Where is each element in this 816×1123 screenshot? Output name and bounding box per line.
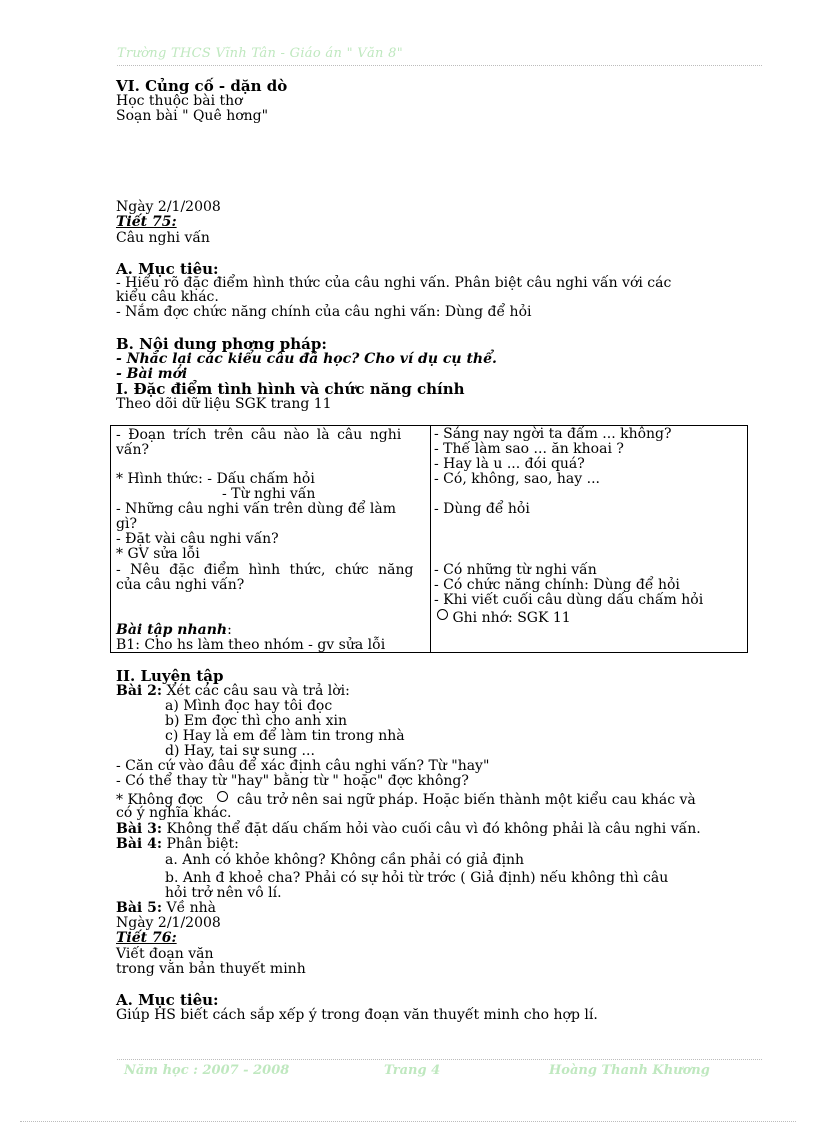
table-left-cell-line: - Đoạn trích trên câu nào là câu nghi — [116, 427, 402, 443]
exercise-3-text: Không thể đặt dấu chấm hỏi vào cuối câu vì đó không phải là câu nghi vấn. — [162, 821, 701, 837]
quick-exercise-label — [116, 623, 232, 638]
lesson-75-number: Tiết 75: — [116, 214, 177, 230]
footer-divider — [117, 1059, 762, 1060]
footer-page-number: Trang 4 — [384, 1063, 441, 1078]
circle-bullet-icon — [217, 791, 228, 802]
exercise-2-item: c) Hay là em để làm tin trong nhà — [165, 728, 405, 744]
table-right-cell-line: - Dùng để hỏi — [434, 501, 530, 517]
content-review-line: - Nhắc lại các kiểu câu đã học? Cho ví dụ cụ thể. — [116, 351, 497, 367]
objective-title: A. Mục tiêu: — [116, 991, 219, 1009]
objective-title: A. Mục tiêu: — [116, 260, 219, 278]
exercise-2-note-end: câu trở nên sai ngữ pháp. Hoặc biến thành một kiểu cau khác và — [236, 792, 696, 808]
exercise-2 — [116, 684, 350, 699]
lesson-75-title: Câu nghi vấn — [116, 230, 210, 246]
content-new-lesson: - Bài mới — [116, 366, 188, 382]
exercise-4-text: Phân biệt: — [162, 836, 239, 852]
exercise-2-item: d) Hay, tai sự sung ... — [165, 743, 315, 759]
table-left-cell-line: B1: Cho hs làm theo nhóm - gv sửa lỗi — [116, 637, 386, 653]
exercise-2-question: - Căn cứ vào đâu để xác định câu nghi vấn? Từ "hay" — [116, 758, 490, 774]
table-right-cell-line: - Sáng nay ngời ta đấm ... không? — [434, 426, 672, 442]
table-right-cell-line: - Hay là u ... đói quá? — [434, 456, 585, 472]
table-left-cell-line: - Nêu đặc điểm hình thức, chức năng — [116, 562, 414, 578]
table-left-cell-line: * Hình thức: - Dấu chấm hỏi — [116, 471, 315, 487]
exercise-4-item: b. Anh đ khoẻ cha? Phải có sự hỏi từ trớc ( Giả định) nếu không thì câu — [165, 870, 669, 886]
exercise-3-label: Bài 3: — [116, 821, 163, 837]
footer-author: Hoàng Thanh Khương — [549, 1063, 710, 1078]
exercise-2-item: a) Mình đọc hay tôi đọc — [165, 698, 333, 714]
table-left-cell-line: - Từ nghi vấn — [222, 486, 316, 502]
exercise-2-item: b) Em đợc thì cho anh xin — [165, 713, 348, 729]
table-left-cell-line: * GV sửa lỗi — [116, 546, 200, 562]
exercise-2-label: Bài 2: — [116, 683, 163, 699]
lesson-76-number: Tiết 76: — [116, 930, 177, 946]
section-1-subtitle: Theo dõi dữ liệu SGK trang 11 — [116, 396, 332, 412]
exercise-4-item: hỏi trở nên vô lí. — [165, 885, 282, 901]
exercise-2-text: Xét các câu sau và trả lời: — [162, 683, 350, 699]
lesson-76-title: trong văn bản thuyết minh — [116, 961, 306, 977]
remember-note — [437, 609, 571, 626]
page-header: Trường THCS Vĩnh Tân - Giáo án " Văn 8" — [117, 46, 403, 61]
content-title: B. Nội dung phơng pháp: — [116, 335, 327, 353]
quick-exercise-colon: : — [227, 622, 232, 638]
table-right-cell-line: - Có, không, sao, hay ... — [434, 471, 600, 487]
table-left-cell-line: - Đặt vài câu nghi vấn? — [116, 531, 279, 547]
exercise-4 — [116, 837, 239, 852]
table-left-cell-line: vấn? — [116, 442, 150, 458]
exercise-4-label: Bài 4: — [116, 836, 163, 852]
lesson-76-date: Ngày 2/1/2008 — [116, 915, 221, 931]
quick-exercise-title: Bài tập nhanh — [116, 622, 228, 638]
lesson-76-title: Viết đoạn văn — [116, 946, 214, 962]
exercise-5-label: Bài 5: — [116, 900, 163, 916]
objective-line: kiểu câu khác. — [116, 289, 219, 305]
lesson-75-date: Ngày 2/1/2008 — [116, 199, 221, 215]
exercise-2-question: - Có thể thay từ "hay" bằng từ " hoặc" đợc không? — [116, 773, 469, 789]
table-right-cell-line: - Có chức năng chính: Dùng để hỏi — [434, 577, 680, 593]
table-left-cell-line: - Những câu nghi vấn trên dùng để làm — [116, 501, 397, 517]
objective-line: Giúp HS biết cách sắp xếp ý trong đoạn văn thuyết minh cho hợp lí. — [116, 1007, 598, 1023]
exercise-2-note-start: * Không đợc — [116, 792, 204, 808]
table-left-cell-line: của câu nghi vấn? — [116, 577, 245, 593]
table-left-cell-line: gì? — [116, 516, 137, 532]
remember-text: Ghi nhớ: SGK 11 — [452, 610, 571, 626]
exercise-4-item: a. Anh có khỏe không? Không cần phải có giả định — [165, 852, 524, 868]
page-bottom-divider — [20, 1121, 796, 1122]
exercise-5-text: Về nhà — [162, 900, 217, 916]
section-6-line: Học thuộc bài thơ — [116, 93, 243, 109]
exercise-2-note-line: có ý nghĩa khác. — [116, 805, 232, 821]
table-right-cell-line: - Có những từ nghi vấn — [434, 562, 597, 578]
table-column-divider — [430, 425, 431, 652]
header-divider — [117, 65, 762, 66]
section-6-title: VI. Củng cố - dặn dò — [116, 77, 288, 95]
section-6-line: Soạn bài " Quê hơng" — [116, 108, 269, 124]
section-2-title: II. Luyện tập — [116, 667, 224, 685]
section-1-title: I. Đặc điểm tình hình và chức năng chính — [116, 380, 465, 398]
objective-line: - Nắm đợc chức năng chính của câu nghi vấn: Dùng để hỏi — [116, 304, 532, 320]
table-right-cell-line: - Khi viết cuối câu dùng dấu chấm hỏi — [434, 592, 704, 608]
table-right-cell-line: - Thế làm sao ... ăn khoai ? — [434, 441, 624, 457]
exercise-5 — [116, 901, 216, 916]
exercise-3 — [116, 822, 701, 837]
circle-bullet-icon — [437, 609, 448, 620]
footer-school-year: Năm học : 2007 - 2008 — [124, 1063, 290, 1078]
objective-line: - Hiểu rõ đặc điểm hình thức của câu nghi vấn. Phân biệt câu nghi vấn với các — [116, 275, 672, 291]
